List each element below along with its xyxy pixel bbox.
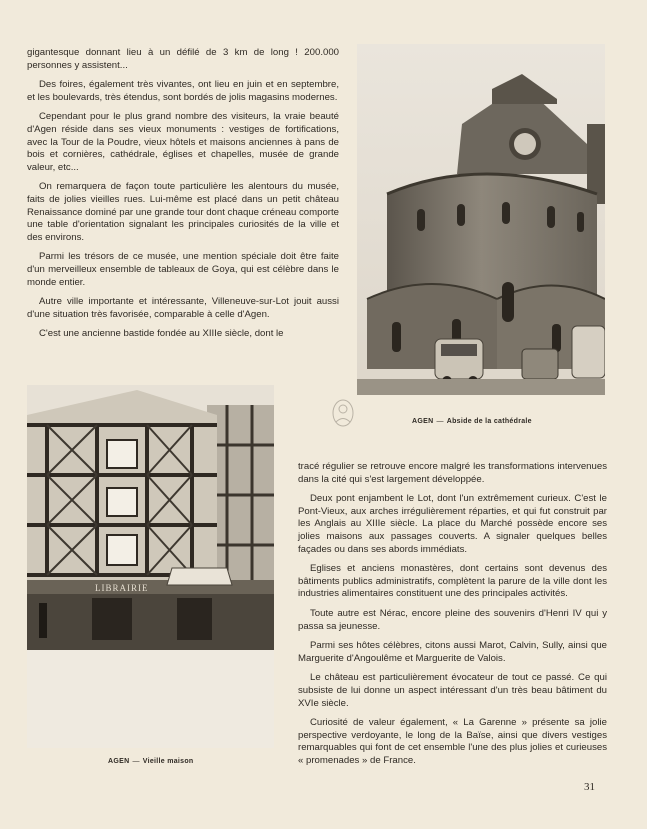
paragraph: On remarquera de façon toute particulière les alentours du musée, faits de jolies vieilles rues. Lui-même est placé dans un petit château Renaissance dominé par une grande tour dont chaque créneau comporte une table d'orientation signalant les principales curiosités de la ville et des environs.: [27, 181, 340, 243]
caption-place: AGEN: [412, 418, 434, 425]
half-timbered-house-illustration: [27, 385, 274, 748]
paragraph: Toute autre est Nérac, encore pleine des souvenirs d'Henri IV qui y passa sa jeunesse.: [298, 607, 607, 632]
paragraph: Deux pont enjambent le Lot, dont l'un extrêmement curieux. C'est le Pont-Vieux, aux arches irrégulièrement réparties, et qui fut construit par les Anglais au XIIIe siècle. La place du Marché possède encore ses jolies maisons aux passages couverts. A signaler quelques belles façades ou dans ses abords immédiats.: [298, 493, 607, 555]
page-number: 31: [584, 781, 595, 793]
paragraph: Eglises et anciens monastères, dont certains sont devenus des bâtiments publics administratifs, complètent la parure de la ville dont les industries alimentaires constituent une des principales activités.: [298, 563, 607, 600]
paragraph: Des foires, également très vivantes, ont lieu en juin et en septembre, et les boulevards, très étendus, sont bordés de jolis magasins modernes.: [27, 79, 339, 103]
paragraph: gigantesque donnant lieu à un défilé de 3 km de long ! 200.000 personnes y assistent...: [27, 47, 339, 71]
right-text-column: [298, 461, 607, 774]
paragraph: Autre ville importante et intéressante, Villeneuve-sur-Lot jouit aussi d'une situation très favorisée, comparable à celle d'Agen.: [27, 296, 339, 320]
caption-separator: —: [132, 758, 140, 765]
library-stamp: [331, 398, 355, 428]
old-house-photo: [27, 385, 274, 748]
cathedral-caption: [412, 418, 532, 425]
paragraph: C'est une ancienne bastide fondée au XIIIe siècle, dont le: [39, 328, 284, 340]
cathedral-illustration: [357, 44, 605, 395]
paragraph: tracé régulier se retrouve encore malgré les transformations intervenues dans la cité qui s'est largement développée.: [298, 461, 607, 485]
caption-place: AGEN: [108, 758, 130, 765]
paragraph: Parmi ses hôtes célèbres, citons aussi Marot, Calvin, Sully, ainsi que Marguerite d'Angoulême et Marguerite de Valois.: [298, 640, 607, 664]
caption-separator: —: [436, 418, 444, 425]
caption-description: Abside de la cathédrale: [446, 418, 532, 425]
cathedral-apse-photo: [357, 44, 605, 395]
paragraph: Parmi les trésors de ce musée, une mention spéciale doit être faite d'un merveilleux ensemble de tableaux de Goya, qui est célèbre dans le monde entier.: [27, 251, 339, 288]
paragraph: Curiosité de valeur également, « La Garenne » présente sa jolie perspective verdoyante, le long de la Baïse, ainsi que divers vestiges remarquables qui font de cet ensemble l'une des plus jolies et curieuses « promenades » de France.: [298, 717, 607, 766]
shop-sign: LIBRAIRIE: [95, 583, 149, 593]
old-house-caption: [108, 758, 194, 765]
left-text-column: [27, 47, 339, 348]
caption-description: Vieille maison: [142, 758, 194, 765]
paragraph: Cependant pour le plus grand nombre des visiteurs, la vraie beauté d'Agen réside dans ses vieux monuments : vestiges de fortifications, avec la Tour de la Poudre, vieux hôtels et maisons anciennes à pans de bois et cornières, cathédrale, églises et chapelles, musée de grande valeur, etc...: [27, 111, 339, 173]
paragraph: Le château est particulièrement évocateur de tout ce passé. Ce qui subsiste de lui donne un aspect intéressant d'un très beau bâtiment du XVIe siècle.: [298, 672, 607, 709]
